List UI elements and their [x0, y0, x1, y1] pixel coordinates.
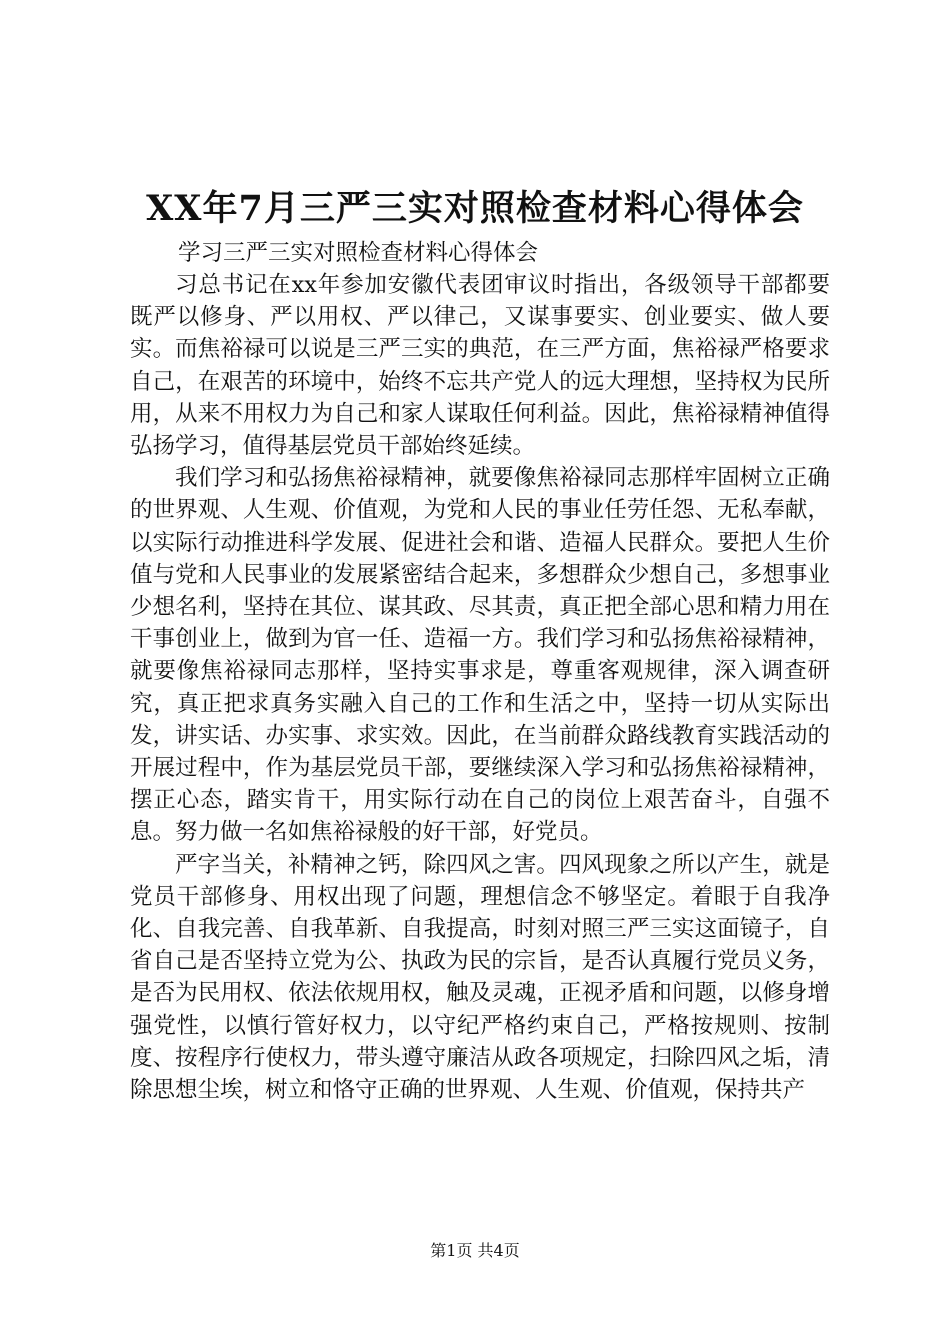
document-body — [130, 269, 830, 1106]
paragraph-3: 严字当关，补精神之钙，除四风之害。四风现象之所以产生，就是党员干部修身、用权出现了问题，理想信念不够坚定。着眼于自我净化、自我完善、自我革新、自我提高，时刻对照三严三实这面镜子，自省自己是否坚持立党为公、执政为民的宗旨，是否认真履行党员义务，是否为民用权、依法依规用权，触及灵魂，正视矛盾和问题，以修身增强党性，以慎行管好权力，以守纪严格约束自己，严格按规则、按制度、按程序行使权力，带头遵守廉洁从政各项规定，扫除四风之垢，清除思想尘埃，树立和恪守正确的世界观、人生观、价值观，保持共产 — [130, 851, 830, 1104]
document-title: XX年7月三严三实对照检查材料心得体会 — [146, 188, 804, 229]
page-footer: 第1页 共4页 — [430, 1241, 520, 1260]
paragraph-2: 我们学习和弘扬焦裕禄精神，就要像焦裕禄同志那样牢固树立正确的世界观、人生观、价值观，为党和人民的事业任劳任怨、无私奉献，以实际行动推进科学发展、促进社会和谐、造福人民群众。要把人生价值与党和人民事业的发展紧密结合起来，多想群众少想自己，多想事业少想名利，坚持在其位、谋其政、尽其责，真正把全部心思和精力用在干事创业上，做到为官一任、造福一方。我们学习和弘扬焦裕禄精神，就要像焦裕禄同志那样，坚持实事求是，尊重客观规律，深入调查研究，真正把求真务实融入自己的工作和生活之中，坚持一切从实际出发，讲实话、办实事、求实效。因此，在当前群众路线教育实践活动的开展过程中，作为基层党员干部，要继续深入学习和弘扬焦裕禄精神，摆正心态，踏实肯干，用实际行动在自己的岗位上艰苦奋斗，自强不息。努力做一名如焦裕禄般的好干部，好党员。 — [130, 465, 830, 846]
paragraph-1: 习总书记在xx年参加安徽代表团审议时指出，各级领导干部都要既严以修身、严以用权、严以律己，又谋事要实、创业要实、做人要实。而焦裕禄可以说是三严三实的典范，在三严方面，焦裕禄严格要求自己，在艰苦的环境中，始终不忘共产党人的远大理想，坚持权为民所用，从来不用权力为自己和家人谋取任何利益。因此，焦裕禄精神值得弘扬学习，值得基层党员干部始终延续。 — [130, 272, 830, 460]
document-subtitle: 学习三严三实对照检查材料心得体会 — [178, 240, 539, 266]
